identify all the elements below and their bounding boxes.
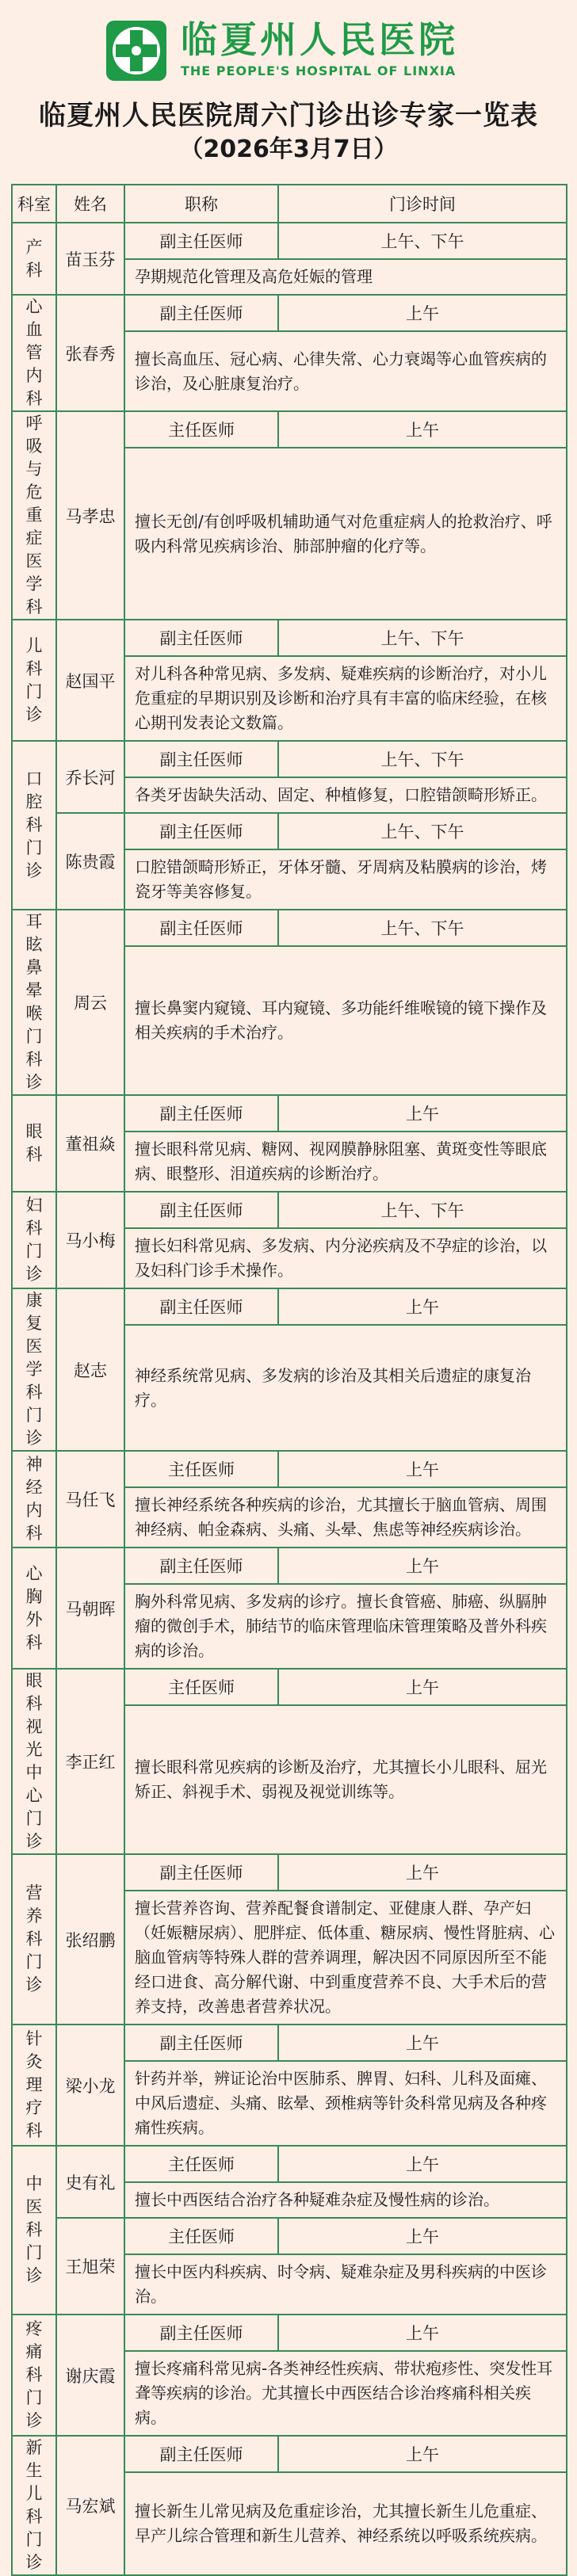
dept-cell <box>12 741 56 910</box>
clinic-time: 上午 <box>278 1669 567 1705</box>
clinic-time: 上午 <box>278 1288 567 1325</box>
dept-cell <box>12 620 56 741</box>
dept-cell <box>12 1288 56 1451</box>
dept-cell <box>12 1451 56 1548</box>
doctor-title: 副主任医师 <box>124 1854 278 1891</box>
doctor-name: 谢庆霞 <box>56 2315 124 2436</box>
doctor-specialty: 擅长新生儿常见病及危重症诊治，尤其擅长新生儿危重症、早产儿综合管理和新生儿营养、神经系统以呼吸系统疾病。 <box>124 2472 567 2575</box>
doctor-name: 史有礼 <box>56 2146 124 2218</box>
dept-name: 心胸外科 <box>25 1563 43 1652</box>
table-row <box>12 741 567 777</box>
doctor-specialty: 对儿科各种常见病、多发病、疑难疾病的诊断治疗，对小儿危重症的早期识别及诊断和治疗具有丰富的临床经验，在核心期刊发表论文数篇。 <box>124 656 567 741</box>
table-header-row <box>12 185 567 223</box>
doctor-name: 赵国平 <box>56 620 124 741</box>
clinic-time: 上午 <box>278 1451 567 1487</box>
dept-cell <box>12 1192 56 1288</box>
doctor-name: 张春秀 <box>56 295 124 411</box>
doctor-name: 王旭荣 <box>56 2218 124 2315</box>
doctor-specialty: 擅长中医内科疾病、时令病、疑难杂症及男科疾病的中医诊治。 <box>124 2254 567 2315</box>
clinic-time: 上午 <box>278 411 567 448</box>
doctor-title: 副主任医师 <box>124 2315 278 2351</box>
table-row <box>12 1669 567 1705</box>
dept-cell <box>12 223 56 295</box>
clinic-time: 上午 <box>278 2436 567 2472</box>
dept-name: 心血管内科 <box>25 297 43 408</box>
doctor-specialty: 针药并举，辨证论治中医肺系、脾胃、妇科、儿科及面瘫、中风后遗症、头痛、眩晕、颈椎病等针灸科常见病及各种疼痛性疾病。 <box>124 2061 567 2146</box>
doctor-title: 主任医师 <box>124 2218 278 2254</box>
dept-name: 中医科门诊 <box>25 2174 43 2285</box>
doctor-title: 副主任医师 <box>124 1192 278 1228</box>
doctor-title: 主任医师 <box>124 1451 278 1487</box>
doctor-name: 马孝忠 <box>56 411 124 620</box>
dept-name: 呼吸与危重症医学科 <box>25 414 43 616</box>
clinic-time: 上午、下午 <box>278 910 567 946</box>
table-row <box>12 1451 567 1487</box>
doctor-name: 赵志 <box>56 1288 124 1451</box>
doctor-name: 周云 <box>56 910 124 1095</box>
col-header-name: 姓名 <box>56 185 124 223</box>
doctor-title: 副主任医师 <box>124 1095 278 1132</box>
table-row <box>12 813 567 849</box>
table-row <box>12 910 567 946</box>
dept-name: 口腔科门诊 <box>25 769 43 880</box>
table-row <box>12 2436 567 2472</box>
doctor-specialty: 擅长神经系统各种疾病的诊治，尤其擅长于脑血管病、周围神经病、帕金森病、头痛、头晕、焦虑等神经疾病诊治。 <box>124 1487 567 1548</box>
clinic-time: 上午 <box>278 2146 567 2182</box>
doctor-specialty: 擅长鼻窦内窥镜、耳内窥镜、多功能纤维喉镜的镜下操作及相关疾病的手术治疗。 <box>124 946 567 1095</box>
doctor-title: 副主任医师 <box>124 2436 278 2472</box>
doctor-title: 副主任医师 <box>124 2025 278 2061</box>
clinic-time: 上午、下午 <box>278 620 567 656</box>
doctor-name: 陈贵霞 <box>56 813 124 910</box>
doctor-specialty: 擅长眼科常见病、糖网、视网膜静脉阻塞、黄斑变性等眼底病、眼整形、泪道疾病的诊断治疗。 <box>124 1132 567 1192</box>
clinic-time: 上午、下午 <box>278 741 567 777</box>
doctor-name: 苗玉芬 <box>56 223 124 295</box>
table-row <box>12 2218 567 2254</box>
clinic-time: 上午、下午 <box>278 1192 567 1228</box>
table-row <box>12 2025 567 2061</box>
doctor-specialty: 擅长高血压、冠心病、心律失常、心力衰竭等心血管疾病的诊治，及心脏康复治疗。 <box>124 331 567 411</box>
dept-name: 产科 <box>25 237 43 280</box>
schedule-table <box>11 184 567 2576</box>
doctor-specialty: 擅长妇科常见病、多发病、内分泌疾病及不孕症的诊治，以及妇科门诊手术操作。 <box>124 1228 567 1288</box>
clinic-time: 上午 <box>278 2218 567 2254</box>
dept-cell <box>12 1095 56 1192</box>
table-row <box>12 1854 567 1891</box>
doctor-title: 副主任医师 <box>124 620 278 656</box>
schedule-date: （2026年3月7日） <box>179 135 398 163</box>
doctor-name: 马宏斌 <box>56 2436 124 2575</box>
doctor-title: 副主任医师 <box>124 223 278 259</box>
dept-cell <box>12 2146 56 2315</box>
clinic-time: 上午、下午 <box>278 813 567 849</box>
clinic-time: 上午 <box>278 2025 567 2061</box>
dept-name: 疼痛科门诊 <box>25 2319 43 2430</box>
doctor-name: 乔长河 <box>56 741 124 813</box>
hospital-name-cn: 临夏州人民医院 <box>181 18 458 61</box>
doctor-specialty: 擅长疼痛科常见病-各类神经性疾病、带状疱疹性、突发性耳聋等疾病的诊治。尤其擅长中西医结合诊治疼痛科相关疾病。 <box>124 2351 567 2436</box>
col-header-dept: 科室 <box>12 185 56 223</box>
dept-cell <box>12 1669 56 1854</box>
clinic-time: 上午 <box>278 1548 567 1584</box>
doctor-specialty: 神经系统常见病、多发病的诊治及其相关后遗症的康复治疗。 <box>124 1325 567 1451</box>
dept-name: 针灸理疗科 <box>25 2029 43 2140</box>
dept-cell <box>12 910 56 1095</box>
clinic-time: 上午 <box>278 2315 567 2351</box>
doctor-title: 主任医师 <box>124 411 278 448</box>
doctor-title: 主任医师 <box>124 2146 278 2182</box>
clinic-time: 上午、下午 <box>278 223 567 259</box>
hospital-name-en: THE PEOPLE'S HOSPITAL OF LINXIA <box>181 63 457 78</box>
doctor-title: 副主任医师 <box>124 741 278 777</box>
doctor-name: 马朝晖 <box>56 1548 124 1669</box>
doctor-specialty: 擅长眼科常见疾病的诊断及治疗，尤其擅长小儿眼科、屈光矫正、斜视手术、弱视及视觉训练等。 <box>124 1705 567 1854</box>
doctor-specialty: 擅长无创/有创呼吸机辅助通气对危重症病人的抢救治疗、呼吸内科常见疾病诊治、肺部肿瘤的化疗等。 <box>124 448 567 620</box>
doctor-title: 副主任医师 <box>124 1548 278 1584</box>
dept-name: 耳眩鼻晕喉门科诊 <box>25 912 43 1092</box>
dept-name: 新生儿科门诊 <box>25 2438 43 2572</box>
dept-name: 妇科门诊 <box>25 1196 43 1284</box>
doctor-title: 副主任医师 <box>124 1288 278 1325</box>
table-row <box>12 1095 567 1132</box>
table-row <box>12 2315 567 2351</box>
doctor-specialty: 擅长中西医结合治疗各种疑难杂症及慢性病的诊治。 <box>124 2182 567 2218</box>
dept-name: 儿科门诊 <box>25 635 43 724</box>
clinic-time: 上午 <box>278 1854 567 1891</box>
doctor-title: 副主任医师 <box>124 910 278 946</box>
hospital-header <box>0 14 577 86</box>
schedule-body <box>12 223 567 2575</box>
doctor-name: 马任飞 <box>56 1451 124 1548</box>
dept-cell <box>12 1854 56 2025</box>
dept-cell <box>12 411 56 620</box>
doctor-title: 副主任医师 <box>124 813 278 849</box>
col-header-title: 职称 <box>124 185 278 223</box>
table-row <box>12 295 567 331</box>
doctor-specialty: 各类牙齿缺失活动、固定、种植修复，口腔错颌畸形矫正。 <box>124 777 567 813</box>
doctor-name: 李正红 <box>56 1669 124 1854</box>
doctor-specialty: 口腔错颌畸形矫正，牙体牙髓、牙周病及粘膜病的诊治，烤瓷牙等美容修复。 <box>124 849 567 910</box>
table-row <box>12 620 567 656</box>
col-header-time: 门诊时间 <box>278 185 567 223</box>
doctor-name: 张绍鹏 <box>56 1854 124 2025</box>
table-row <box>12 2146 567 2182</box>
page-title: 临夏州人民医院周六门诊出诊专家一览表 <box>39 100 538 132</box>
dept-name: 神经内科 <box>25 1455 43 1543</box>
doctor-name: 马小梅 <box>56 1192 124 1288</box>
table-row <box>12 223 567 259</box>
dept-name: 康复医学科门诊 <box>25 1291 43 1448</box>
dept-name: 营养科门诊 <box>25 1883 43 1994</box>
dept-cell <box>12 2315 56 2436</box>
doctor-name: 董祖焱 <box>56 1095 124 1192</box>
dept-cell <box>12 2025 56 2146</box>
doctor-title: 主任医师 <box>124 1669 278 1705</box>
doctor-specialty: 孕期规范化管理及高危妊娠的管理 <box>124 259 567 295</box>
table-row <box>12 1288 567 1325</box>
doctor-name: 梁小龙 <box>56 2025 124 2146</box>
dept-cell <box>12 295 56 411</box>
doctor-specialty: 擅长营养咨询、营养配餐食谱制定、亚健康人群、孕产妇（妊娠糖尿病）、肥胖症、低体重、糖尿病、慢性肾脏病、心脑血管病等特殊人群的营养调理，解决因不同原因所至不能经口进食、高分解代谢、中到重度营养不良、大手术后的营养支持，改善患者营养状况。 <box>124 1891 567 2025</box>
doctor-specialty: 胸外科常见病、多发病的诊疗。擅长食管癌、肺癌、纵膈肿瘤的微创手术，肺结节的临床管理临床管理策略及普外科疾病的诊治。 <box>124 1584 567 1669</box>
dept-name: 眼科视光中心门诊 <box>25 1671 43 1851</box>
clinic-time: 上午 <box>278 1095 567 1132</box>
dept-name: 眼科 <box>25 1122 43 1164</box>
hospital-cross-logo-icon <box>105 19 168 82</box>
table-row <box>12 411 567 448</box>
table-row <box>12 1548 567 1584</box>
dept-cell <box>12 2436 56 2575</box>
table-row <box>12 1192 567 1228</box>
dept-cell <box>12 1548 56 1669</box>
clinic-time: 上午 <box>278 295 567 331</box>
doctor-title: 副主任医师 <box>124 295 278 331</box>
